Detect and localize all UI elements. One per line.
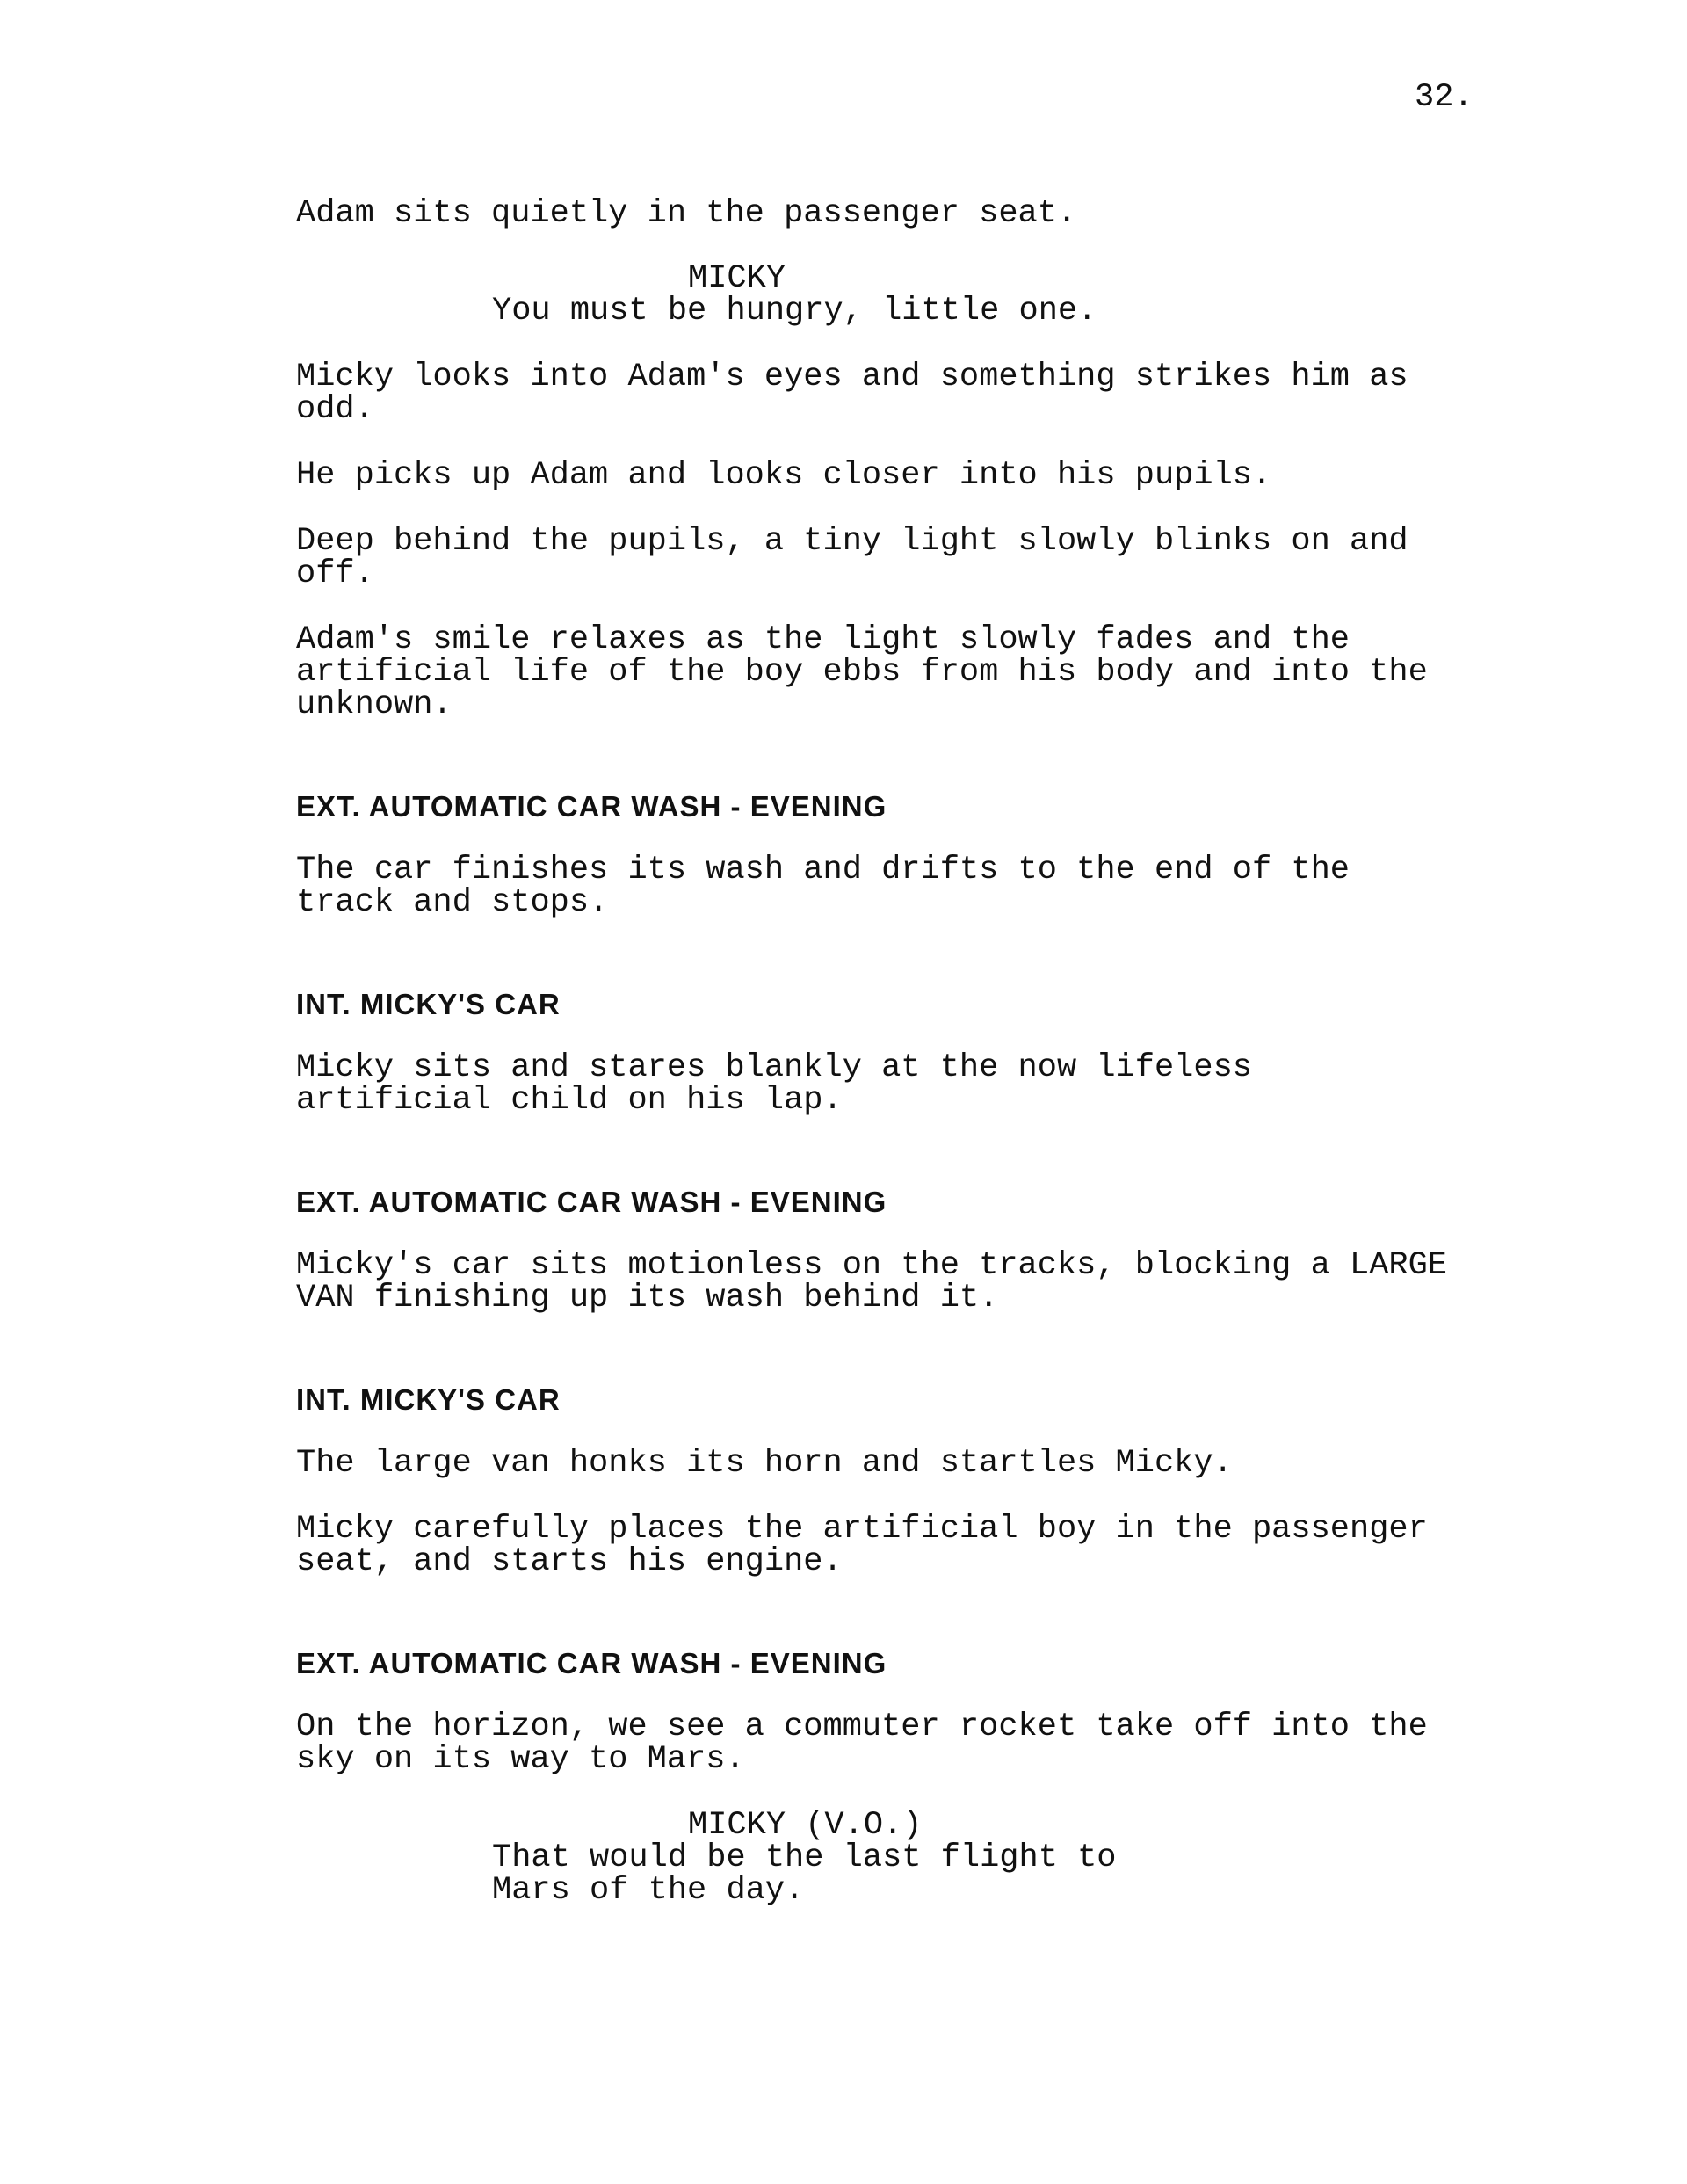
action-line: track and stops. — [296, 884, 609, 921]
action-line: off. — [296, 555, 374, 592]
page-number: 32. — [1415, 79, 1473, 116]
action-line: VAN finishing up its wash behind it. — [296, 1280, 999, 1317]
dialogue-line: You must be hungry, little one. — [492, 293, 1097, 330]
action-line: On the horizon, we see a commuter rocket take off into the — [296, 1709, 1428, 1745]
action-line: odd. — [296, 391, 374, 428]
action-line: unknown. — [296, 686, 453, 723]
action-line: Deep behind the pupils, a tiny light slowly blinks on and — [296, 523, 1408, 560]
action-line: The large van honks its horn and startles Micky. — [296, 1445, 1233, 1482]
action-line: artificial life of the boy ebbs from his body and into the — [296, 654, 1428, 691]
action-line: He picks up Adam and looks closer into his pupils. — [296, 457, 1272, 494]
scene-heading: EXT. AUTOMATIC CAR WASH - EVENING — [296, 790, 887, 823]
scene-heading: INT. MICKY'S CAR — [296, 988, 561, 1020]
action-line: Micky's car sits motionless on the tracks, blocking a LARGE — [296, 1247, 1448, 1284]
scene-heading: INT. MICKY'S CAR — [296, 1383, 561, 1416]
scene-heading: EXT. AUTOMATIC CAR WASH - EVENING — [296, 1647, 887, 1680]
action-line: Adam sits quietly in the passenger seat. — [296, 195, 1077, 232]
dialogue-line: That would be the last flight to — [492, 1839, 1117, 1876]
action-line: sky on its way to Mars. — [296, 1741, 745, 1778]
character-name: MICKY (V.O.) — [688, 1807, 923, 1844]
action-line: The car finishes its wash and drifts to the end of the — [296, 852, 1350, 889]
action-line: Adam's smile relaxes as the light slowly fades and the — [296, 621, 1350, 658]
action-line: Micky carefully places the artificial boy in the passenger — [296, 1511, 1428, 1548]
action-line: Micky sits and stares blankly at the now lifeless — [296, 1049, 1252, 1086]
action-line: artificial child on his lap. — [296, 1082, 843, 1119]
character-name: MICKY — [688, 260, 786, 297]
action-line: Micky looks into Adam's eyes and something strikes him as — [296, 359, 1408, 395]
dialogue-line: Mars of the day. — [492, 1872, 805, 1909]
action-line: seat, and starts his engine. — [296, 1543, 843, 1580]
scene-heading: EXT. AUTOMATIC CAR WASH - EVENING — [296, 1186, 887, 1218]
